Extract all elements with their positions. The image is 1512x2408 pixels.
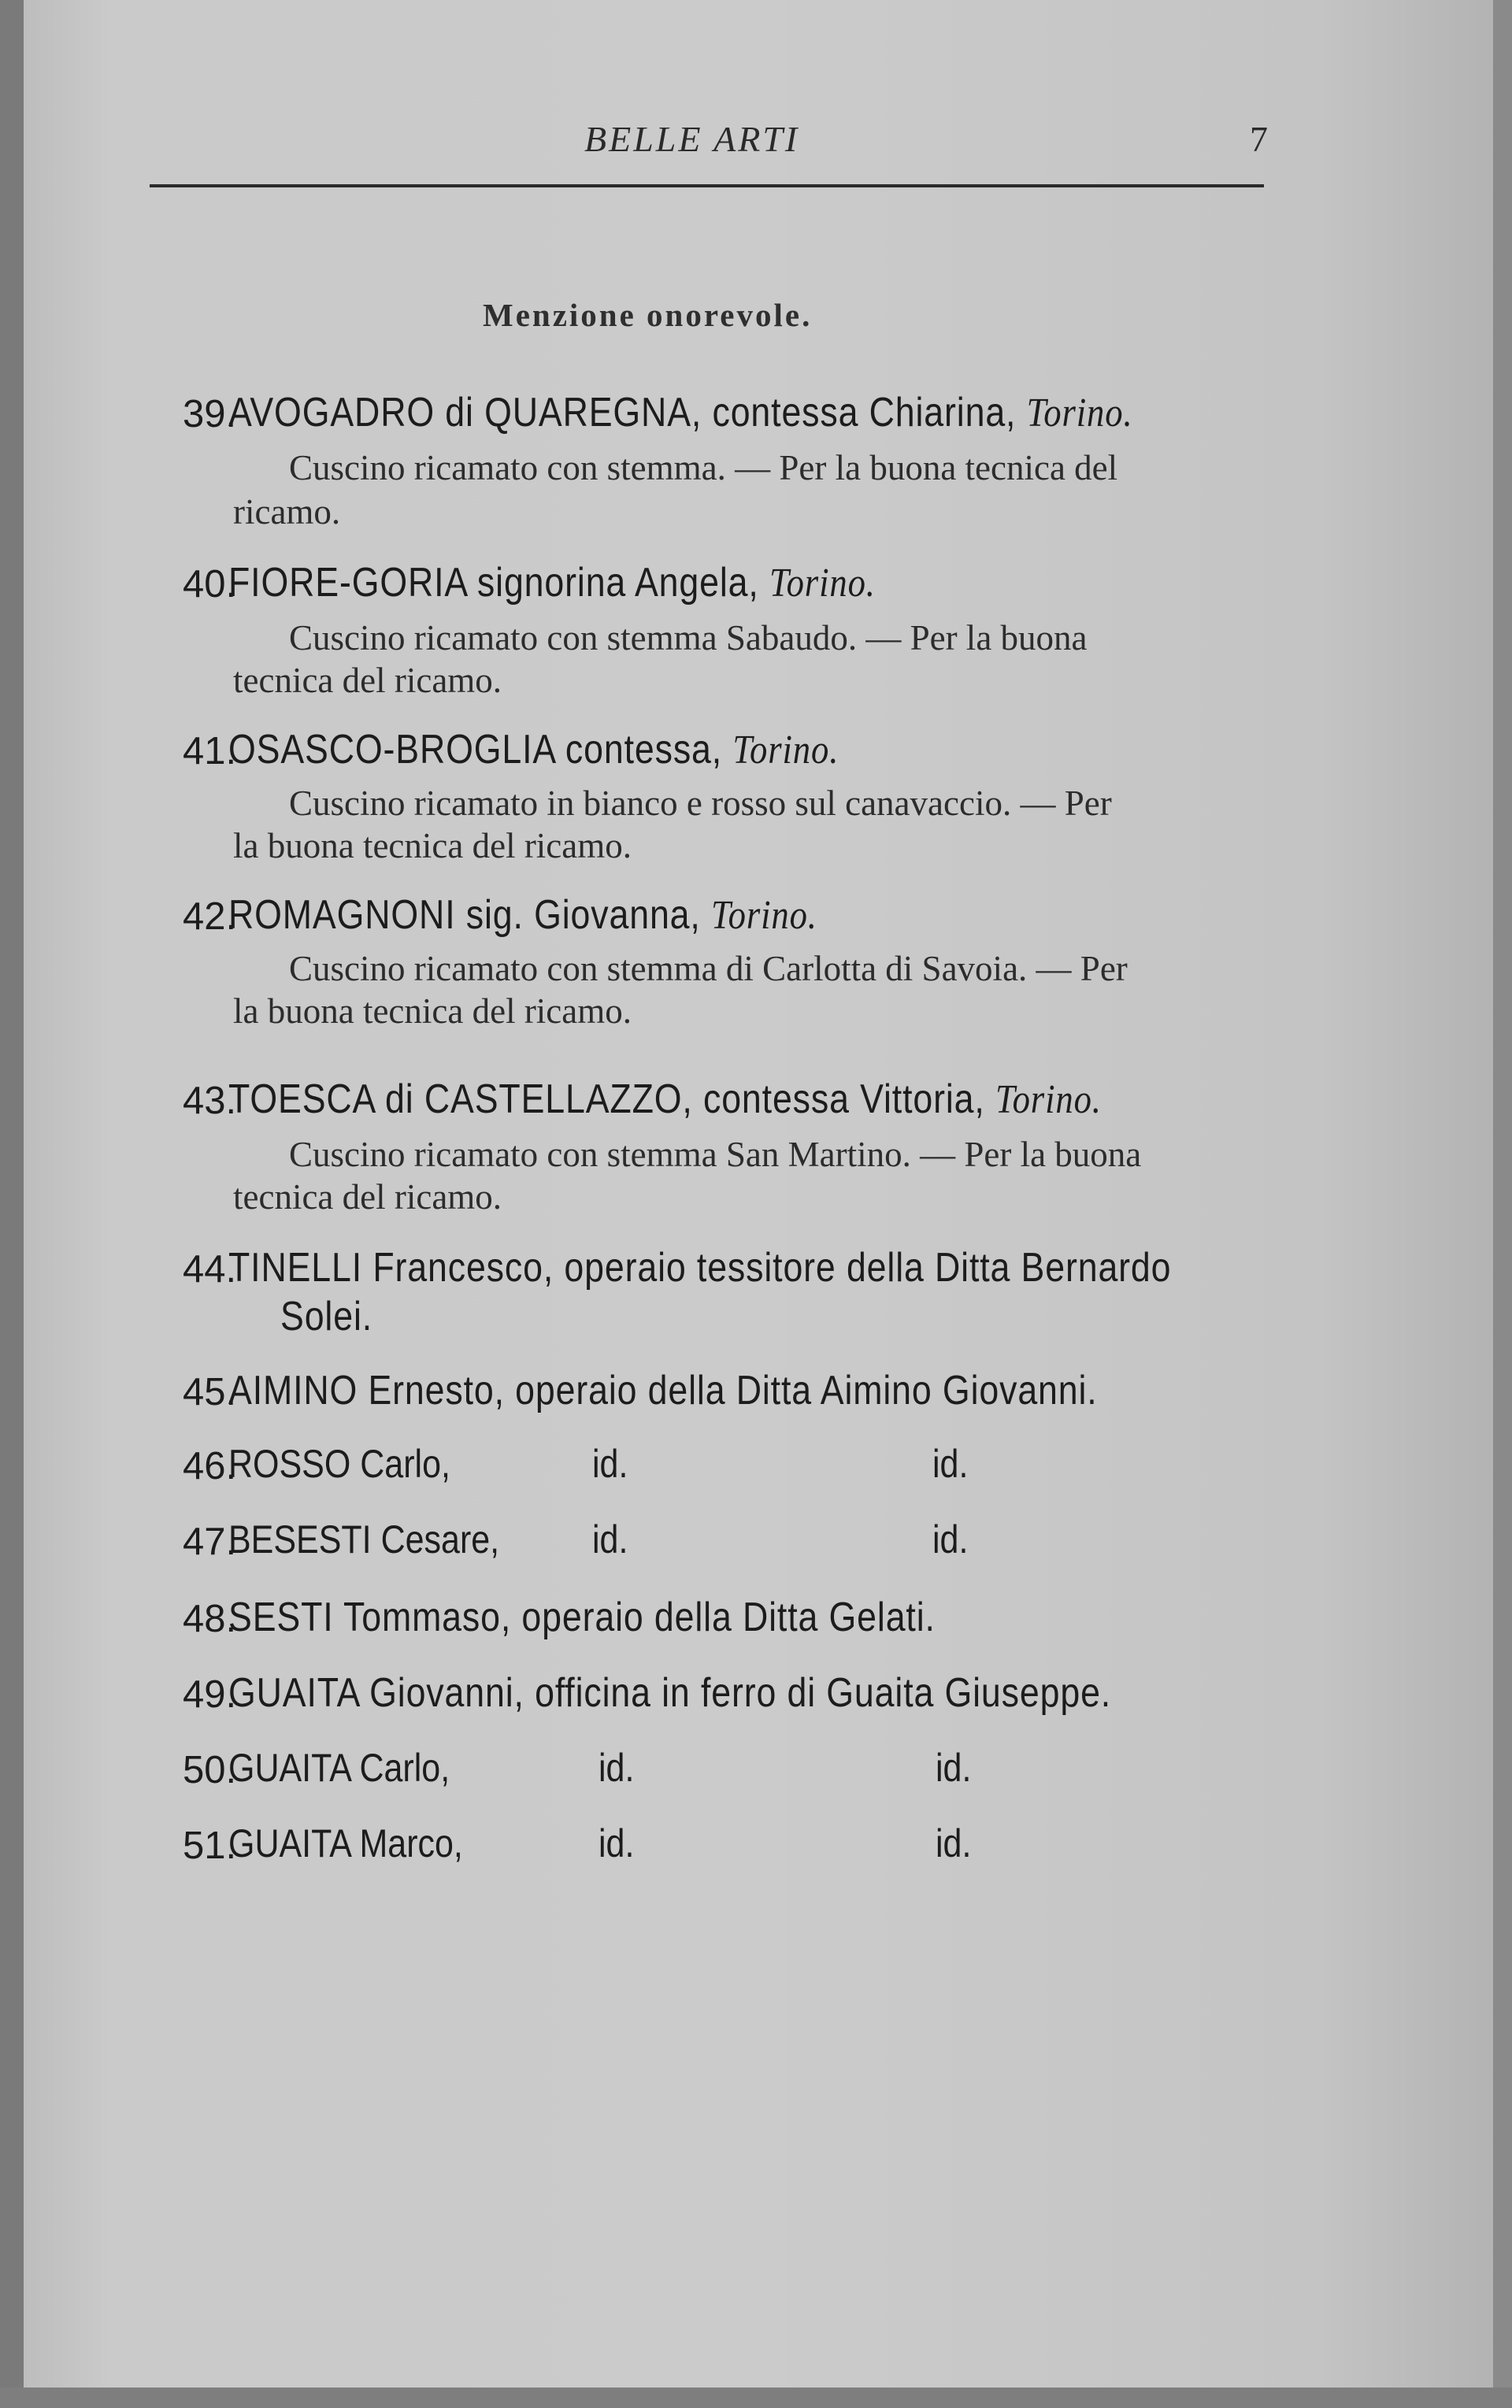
entry-description: Cuscino ricamato con stemma Sabaudo. — Per la buona — [289, 618, 1088, 658]
entry-name: GUAITA Carlo, — [228, 1746, 450, 1790]
scan-border-right — [1493, 0, 1512, 2408]
entry-ditto: id. — [932, 1517, 969, 1561]
entry-ditto: id. — [598, 1746, 635, 1790]
entry-ditto: id. — [936, 1746, 972, 1790]
entry-ditto: id. — [936, 1821, 972, 1865]
entry-heading — [228, 389, 1133, 436]
entry-number: 51. — [183, 1825, 237, 1867]
entry-ditto: id. — [932, 1442, 969, 1486]
entry-text: SESTI Tommaso, operaio della Ditta Gelati. — [228, 1595, 936, 1640]
entry-number: 44. — [183, 1248, 237, 1291]
entry-city: Torino. — [769, 561, 876, 606]
entry-description: Cuscino ricamato con stemma. — Per la buona tecnica del — [289, 448, 1118, 487]
entry-ditto: id. — [598, 1821, 635, 1865]
entry-description-cont: ricamo. — [233, 492, 341, 532]
entry-text: GUAITA Giovanni, officina in ferro di Guaita Giuseppe. — [228, 1670, 1112, 1716]
scan-border-bottom — [0, 2388, 1512, 2408]
entry-number: 50. — [183, 1749, 237, 1791]
entry-name: OSASCO-BROGLIA contessa, — [228, 727, 723, 772]
entry-name: BESESTI Cesare, — [228, 1517, 500, 1561]
entry-text: TINELLI Francesco, operaio tessitore della Ditta Bernardo — [228, 1245, 1172, 1291]
entry-description: Cuscino ricamato con stemma San Martino. — Per la buona — [289, 1135, 1142, 1174]
entry-number: 45. — [183, 1371, 237, 1413]
entry-description-cont: la buona tecnica del ricamo. — [233, 826, 632, 865]
entry-name: FIORE-GORIA signorina Angela, — [228, 560, 759, 606]
entry-description: Cuscino ricamato in bianco e rosso sul canavaccio. — Per — [289, 784, 1112, 823]
entry-text: AIMINO Ernesto, operaio della Ditta Aimino Giovanni. — [228, 1368, 1098, 1413]
entry-number: 46. — [183, 1445, 237, 1487]
entry-heading — [228, 726, 839, 773]
entry-number: 49. — [183, 1673, 237, 1716]
scan-border-left — [0, 0, 24, 2408]
page-number: 7 — [1250, 119, 1268, 159]
entry-heading — [228, 559, 876, 606]
entry-number: 41. — [183, 730, 237, 772]
entry-city: Torino. — [710, 893, 817, 938]
entry-name: TOESCA di CASTELLAZZO, contessa Vittoria, — [228, 1076, 985, 1122]
entry-name: AVOGADRO di QUAREGNA, contessa Chiarina, — [228, 390, 1017, 435]
entry-heading — [228, 891, 817, 939]
entry-number: 39. — [183, 393, 237, 435]
entry-description: Cuscino ricamato con stemma di Carlotta di Savoia. — Per — [289, 949, 1128, 988]
running-head: BELLE ARTI — [584, 119, 800, 159]
entry-number: 40. — [183, 563, 237, 606]
entry-ditto: id. — [592, 1442, 628, 1486]
entry-ditto: id. — [592, 1517, 628, 1561]
entry-number: 48. — [183, 1598, 237, 1640]
entry-description-cont: la buona tecnica del ricamo. — [233, 991, 632, 1031]
entry-city: Torino. — [732, 728, 839, 772]
entry-city: Torino. — [995, 1077, 1102, 1122]
entry-text-cont: Solei. — [280, 1294, 373, 1339]
section-title: Menzione onorevole. — [483, 297, 813, 333]
entry-name: ROMAGNONI sig. Giovanna, — [228, 892, 701, 938]
entry-city: Torino. — [1026, 391, 1133, 435]
entry-name: GUAITA Marco, — [228, 1821, 463, 1865]
entry-description-cont: tecnica del ricamo. — [233, 661, 502, 700]
header-rule — [150, 184, 1264, 187]
entry-heading — [228, 1076, 1102, 1123]
entry-number: 47. — [183, 1521, 237, 1563]
entry-number: 43. — [183, 1080, 237, 1122]
entry-name: ROSSO Carlo, — [228, 1442, 450, 1486]
entry-description-cont: tecnica del ricamo. — [233, 1177, 502, 1217]
entry-number: 42. — [183, 895, 237, 938]
